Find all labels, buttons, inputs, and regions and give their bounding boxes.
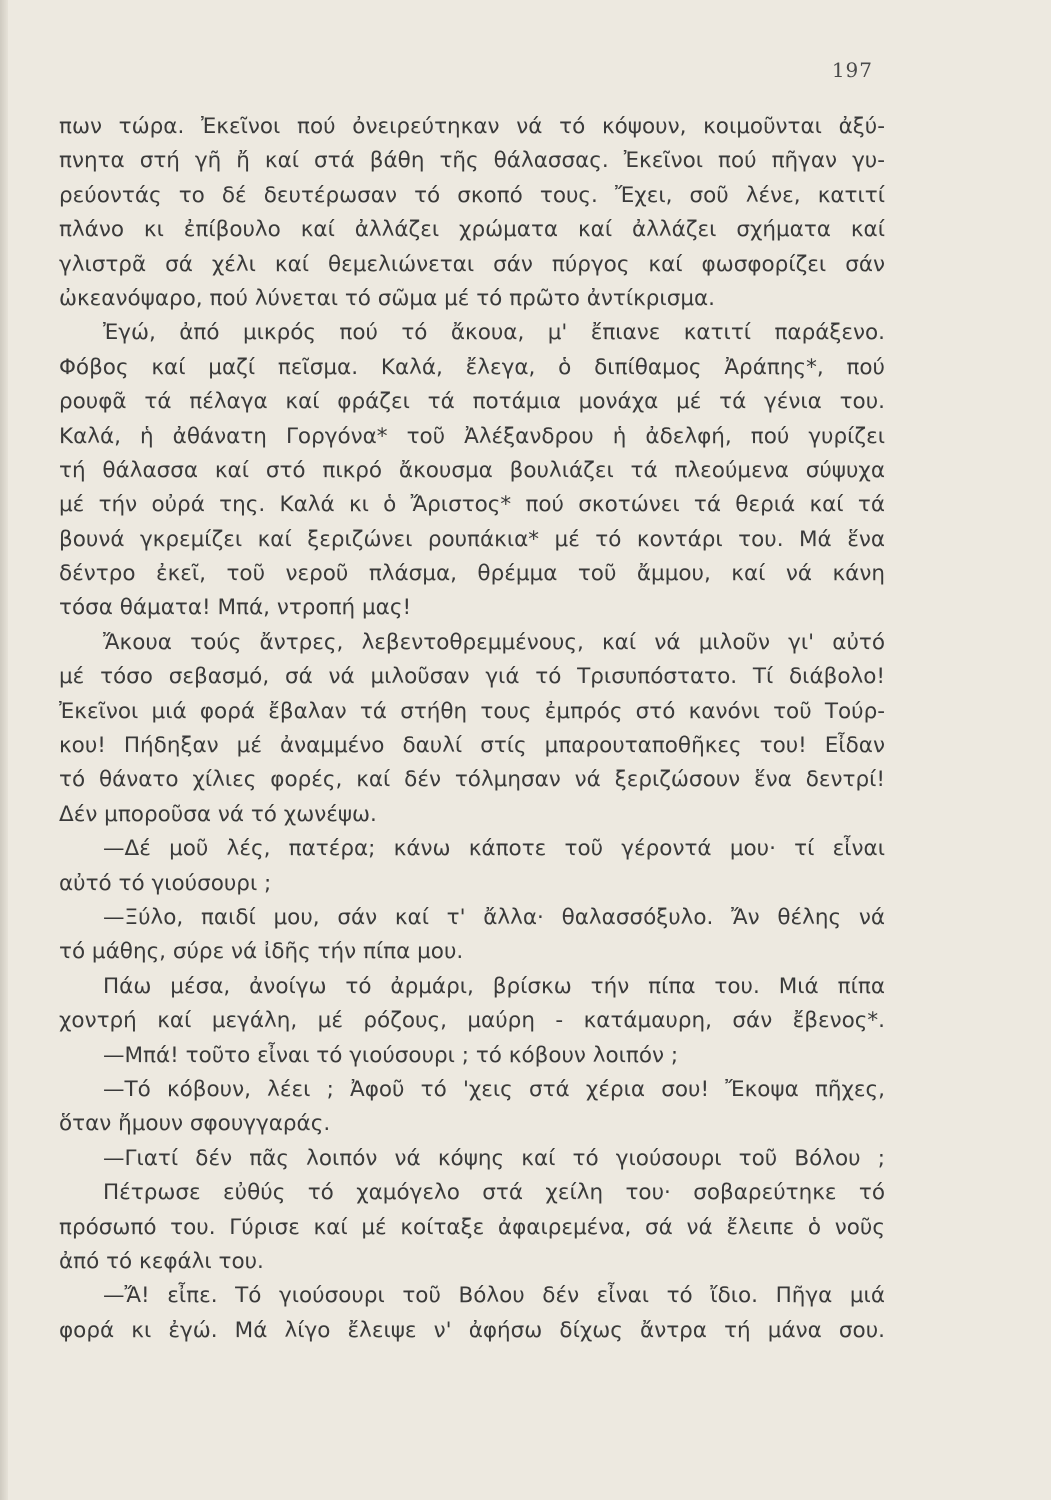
- text-line: φορά κι ἐγώ. Μά λίγο ἔλειψε ν' ἀφήσω δίχως ἄντρα τή μάνα σου.: [59, 1317, 885, 1343]
- text-line: τόσα θάματα! Μπά, ντροπή μας!: [59, 595, 412, 621]
- text-line: —Ἄ! εἶπε. Τό γιούσουρι τοῦ Βόλου δέν εἶναι τό ἴδιο. Πῆγα μιά: [103, 1283, 885, 1309]
- text-line: τό θάνατο χίλιες φορές, καί δέν τόλμησαν νά ξεριζώσουν ἕνα δεντρί!: [59, 767, 885, 793]
- text-line: —Μπά! τοῦτο εἶναι τό γιούσουρι ; τό κόβουν λοιπόν ;: [103, 1042, 679, 1068]
- text-line: Ἐγώ, ἀπό μικρός πού τό ἄκουα, μ' ἔπιανε κατιτί παράξενο.: [103, 320, 885, 346]
- text-line: ἀπό τό κεφάλι του.: [59, 1248, 264, 1274]
- text-line: τή θάλασσα καί στό πικρό ἄκουσμα βουλιάζει τά πλεούμενα σύψυχα: [59, 457, 885, 483]
- text-line: ρεύοντάς το δέ δευτέρωσαν τό σκοπό τους. Ἔχει, σοῦ λένε, κατιτί: [59, 182, 885, 208]
- text-line: —Ξύλο, παιδί μου, σάν καί τ' ἄλλα· θαλασσόξυλο. Ἄν θέλης νά: [103, 904, 885, 930]
- text-line: Φόβος καί μαζί πεῖσμα. Καλά, ἔλεγα, ὁ διπίθαμος Ἀράπης*, πού: [59, 354, 885, 380]
- text-line: κου! Πήδηξαν μέ ἀναμμένο δαυλί στίς μπαρουταποθῆκες του! Εἶδαν: [59, 733, 885, 759]
- text-line: πων τώρα. Ἐκεῖνοι πού ὀνειρεύτηκαν νά τό κόψουν, κοιμοῦνται ἀξύ-: [59, 114, 885, 139]
- page-number: 197: [831, 58, 873, 82]
- body-text: [59, 110, 885, 1348]
- text-line: τό μάθης, σύρε νά ἰδῆς τήν πίπα μου.: [59, 939, 464, 965]
- text-line: Πέτρωσε εὐθύς τό χαμόγελο στά χείλη του· σοβαρεύτηκε τό: [103, 1180, 885, 1206]
- text-line: χοντρή καί μεγάλη, μέ ρόζους, μαύρη - κατάμαυρη, σάν ἔβενος*.: [59, 1008, 885, 1034]
- text-line: Ἄκουα τούς ἄντρες, λεβεντοθρεμμένους, καί νά μιλοῦν γι' αὐτό: [103, 629, 885, 655]
- text-line: Πάω μέσα, ἀνοίγω τό ἀρμάρι, βρίσκω τήν πίπα του. Μιά πίπα: [103, 973, 885, 999]
- text-line: μέ τόσο σεβασμό, σά νά μιλοῦσαν γιά τό Τρισυπόστατο. Τί διάβολο!: [59, 664, 885, 690]
- text-line: —Δέ μοῦ λές, πατέρα; κάνω κάποτε τοῦ γέροντά μου· τί εἶναι: [103, 836, 885, 862]
- text-line: Καλά, ἡ ἀθάνατη Γοργόνα* τοῦ Ἀλέξανδρου ἡ ἀδελφή, πού γυρίζει: [59, 423, 885, 449]
- text-line: ὠκεανόψαρο, πού λύνεται τό σῶμα μέ τό πρῶτο ἀντίκρισμα.: [59, 285, 716, 311]
- text-line: ὅταν ἤμουν σφουγγαράς.: [59, 1111, 331, 1137]
- text-line: Δέν μποροῦσα νά τό χωνέψω.: [59, 801, 377, 827]
- text-line: πρόσωπό του. Γύρισε καί μέ κοίταξε ἀφαιρεμένα, σά νά ἔλειπε ὁ νοῦς: [59, 1214, 885, 1240]
- text-line: αὐτό τό γιούσουρι ;: [59, 870, 272, 896]
- text-line: μέ τήν οὐρά της. Καλά κι ὁ Ἄριστος* πού σκοτώνει τά θεριά καί τά: [59, 492, 885, 518]
- text-line: —Τό κόβουν, λέει ; Ἀφοῦ τό 'χεις στά χέρια σου! Ἔκοψα πῆχες,: [103, 1076, 885, 1102]
- page-spine-shadow: [0, 0, 8, 1500]
- text-line: γλιστρᾶ σά χέλι καί θεμελιώνεται σάν πύργος καί φωσφορίζει σάν: [59, 251, 885, 277]
- text-line: —Γιατί δέν πᾶς λοιπόν νά κόψης καί τό γιούσουρι τοῦ Βόλου ;: [103, 1145, 885, 1171]
- text-line: βουνά γκρεμίζει καί ξεριζώνει ρουπάκια* μέ τό κοντάρι του. Μά ἕνα: [59, 526, 885, 552]
- text-line: Ἐκεῖνοι μιά φορά ἔβαλαν τά στήθη τους ἐμπρός στό κανόνι τοῦ Τούρ-: [59, 698, 885, 724]
- text-line: πλάνο κι ἐπίβουλο καί ἀλλάζει χρώματα καί ἀλλάζει σχήματα καί: [59, 217, 885, 243]
- text-line: πνητα στή γῆ ἤ καί στά βάθη τῆς θάλασσας. Ἐκεῖνοι πού πῆγαν γυ-: [59, 148, 885, 174]
- text-line: δέντρο ἐκεῖ, τοῦ νεροῦ πλάσμα, θρέμμα τοῦ ἄμμου, καί νά κάνη: [59, 561, 885, 587]
- text-line: ρουφᾶ τά πέλαγα καί φράζει τά ποτάμια μονάχα μέ τά γένια του.: [59, 389, 885, 415]
